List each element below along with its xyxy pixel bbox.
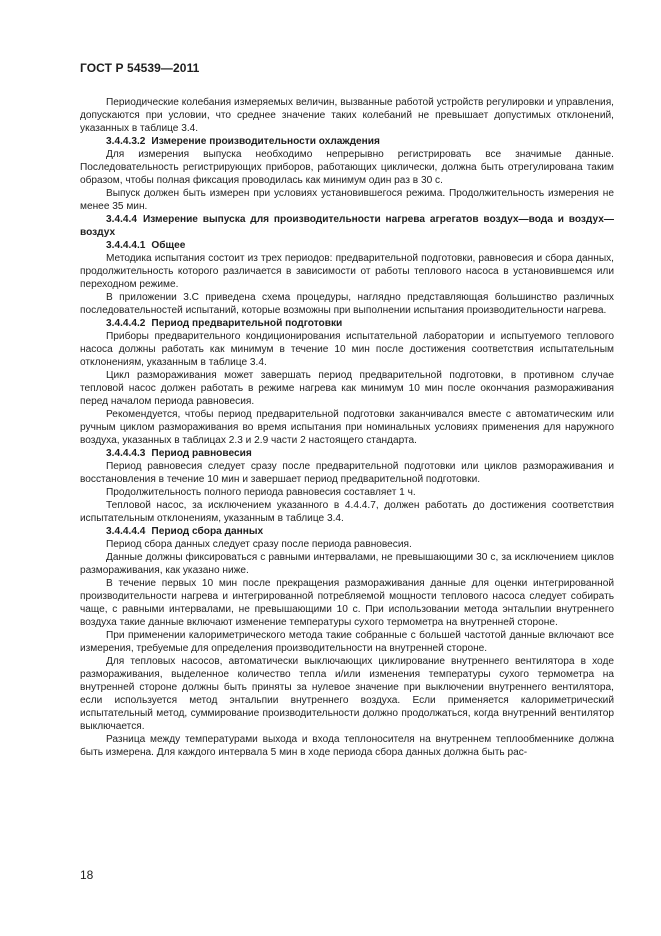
body-paragraph: Период сбора данных следует сразу после периода равновесия. [106,539,412,550]
section-heading [80,447,614,460]
section-title: Период предварительной подготовки [151,318,343,329]
body-paragraph: Тепловой насос, за исключением указанного в 4.4.4.7, должен работать до достижения соответствия испытательным отклонениям, указанным в таблице 3.4. [80,500,614,524]
section-number: 3.4.4.4.2 [106,318,146,329]
section-number: 3.4.4.4.1 [106,240,146,251]
body-paragraph: Для тепловых насосов, автоматически выключающих циклирование внутреннего вентилятора в ходе размораживания, выделенное количество тепла и/или изменения температуры сухого термометра на внутренней стороне должны быть приняты за нулевое значение при выключении внутреннего вентилятора, если используется метод энтальпии внутреннего воздуха. Если применяется калориметрический испытательный метод, суммирование производительности должно продолжаться, когда внутренний вентилятор выключается. [80,656,614,732]
section-number: 3.4.4.4 [106,214,137,225]
section-title: Общее [151,240,186,251]
section-title: Измерение производительности охлаждения [151,136,380,147]
page-number: 18 [80,868,94,882]
section-number: 3.4.4.3.2 [106,136,146,147]
body-paragraph: В приложении 3.С приведена схема процедуры, наглядно представляющая большинство различных последовательностей испытаний, которые возможны при выполнении испытания производительности нагрева. [80,292,614,316]
body-paragraph: Данные должны фиксироваться с равными интервалами, не превышающими 30 с, за исключением циклов размораживания, как указано ниже. [80,552,614,576]
section-heading [80,135,614,148]
section-title: Период равновесия [151,448,252,459]
body-paragraph: Для измерения выпуска необходимо непрерывно регистрировать все значимые данные. Последовательность регистрирующих приборов, работающих циклически, должна быть отрегулирована таким образом, чтобы полная фиксация проводилась как минимум один раз в 30 с. [80,149,614,186]
body-paragraph: Рекомендуется, чтобы период предварительной подготовки заканчивался вместе с автоматическим или ручным циклом размораживания во время испытания при номинальных условиях применения для наружного воздуха, указанных в таблицах 2.3 и 2.9 части 2 настоящего стандарта. [80,409,614,446]
document-header: ГОСТ Р 54539—2011 [80,61,200,75]
body-paragraph: В течение первых 10 мин после прекращения размораживания данные для оценки интегрированной производительности нагрева и интегрированной потребляемой мощности теплового насоса следует собирать чаще, с равными интервалами, не превышающими 10 с. При использовании метода энтальпии внутреннего воздуха такие данные включают изменение температуры сухого термометра на внутренней стороне. [80,578,614,628]
section-heading [80,525,614,538]
body-paragraph: Методика испытания состоит из трех периодов: предварительной подготовки, равновесия и сбора данных, продолжительность которого различается в зависимости от работы теплового насоса в установившемся или переходном режиме. [80,253,614,290]
section-heading [80,317,614,330]
body-paragraph: Период равновесия следует сразу после предварительной подготовки или циклов размораживания и восстановления в течение 10 мин и завершает период предварительной подготовки. [80,461,614,485]
section-number: 3.4.4.4.4 [106,526,146,537]
section-title: Измерение выпуска для производительности нагрева агрегатов воздух—вода и воздух—воздух [80,214,614,238]
section-number: 3.4.4.4.3 [106,448,146,459]
body-paragraph: Периодические колебания измеряемых величин, вызванные работой устройств регулировки и управления, допускаются при условии, что среднее значение таких колебаний не превышает допустимых отклонений, указанных в таблице 3.4. [80,97,614,134]
body-paragraph: При применении калориметрического метода такие собранные с большей частотой данные включают все измерения, требуемые для определения производительности на внутренней стороне. [80,630,614,654]
section-title: Период сбора данных [151,526,264,537]
body-paragraph: Цикл размораживания может завершать период предварительной подготовки, в противном случае тепловой насос должен работать в режиме нагрева как минимум 10 мин после окончания размораживания перед началом периода равновесия. [80,370,614,407]
body-paragraph: Выпуск должен быть измерен при условиях установившегося режима. Продолжительность измерения не менее 35 мин. [80,188,614,212]
body-paragraph: Продолжительность полного периода равновесия составляет 1 ч. [106,487,416,498]
body-paragraph: Приборы предварительного кондиционирования испытательной лаборатории и испытуемого теплового насоса должны работать как минимум в течение 10 мин после достижения соответствия испытательным отклонениям, указанным в таблице 3.4. [80,331,614,368]
body-paragraph: Разница между температурами выхода и входа теплоносителя на внутреннем теплообменнике должна быть измерена. Для каждого интервала 5 мин в ходе периода сбора данных должна быть рас- [80,734,614,758]
document-body [80,96,614,759]
section-heading [80,239,614,252]
section-heading [80,213,614,239]
